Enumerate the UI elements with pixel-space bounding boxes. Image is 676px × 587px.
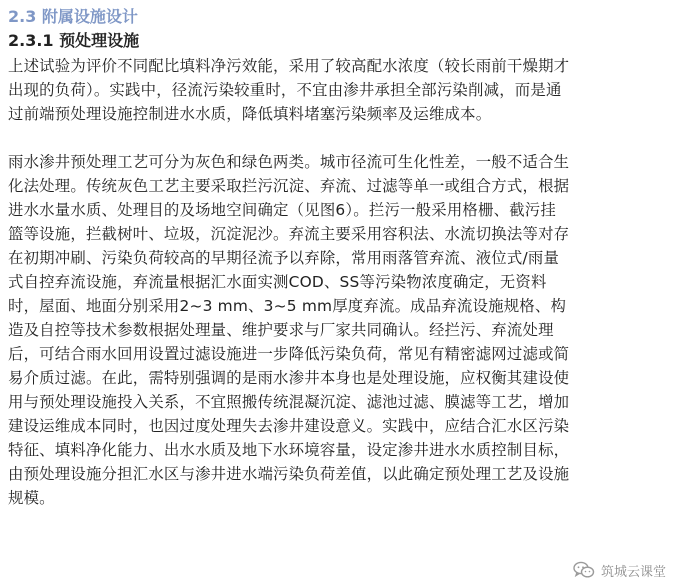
wechat-icon — [573, 561, 595, 579]
text-line: 建设运维成本同时，也因过度处理失去渗井建设意义。实践中，应结合汇水区污染 — [8, 417, 570, 435]
paragraph-2 — [8, 150, 668, 510]
watermark-text: 筑城云课堂 — [600, 564, 666, 580]
text-line: 篮等设施，拦截树叶、垃圾，沉淀泥沙。弃流主要采用容积法、水流切换法等对存 — [8, 225, 570, 243]
text-line: 在初期冲刷、污染负荷较高的早期径流予以弃除，常用雨落管弃流、液位式/雨量 — [8, 249, 560, 267]
text-line: 上述试验为评价不同配比填料净污效能，采用了较高配水浓度（较长雨前干燥期才 — [8, 57, 570, 75]
text-line: 造及自控等技术参数根据处理量、维护要求与厂家共同确认。经拦污、弃流处理 — [8, 321, 554, 339]
text-line: 过前端预处理设施控制进水水质，降低填料堵塞污染频率及运维成本。 — [8, 105, 492, 123]
text-line: 出现的负荷）。实践中，径流污染较重时，不宜由渗井承担全部污染削减，而是通 — [8, 81, 562, 99]
text-line: 易介质过滤。在此，需特别强调的是雨水渗井本身也是处理设施，应权衡其建设使 — [8, 369, 570, 387]
paragraph-spacer — [8, 126, 668, 150]
section-title: 2.3 附属设施设计 — [8, 7, 138, 26]
text-line: 规模。 — [8, 489, 55, 507]
text-line: 雨水渗井预处理工艺可分为灰色和绿色两类。城市径流可生化性差，一般不适合生 — [8, 153, 570, 171]
paragraph-1 — [8, 54, 668, 126]
text-line: 后，可结合雨水回用设置过滤设施进一步降低污染负荷，常见有精密滤网过滤或简 — [8, 345, 570, 363]
text-line: 由预处理设施分担汇水区与渗井进水端污染负荷差值，以此确定预处理工艺及设施 — [8, 465, 570, 483]
subsection-title: 2.3.1 预处理设施 — [8, 31, 140, 50]
text-line: 化法处理。传统灰色工艺主要采取拦污沉淀、弃流、过滤等单一或组合方式，根据 — [8, 177, 570, 195]
watermark — [573, 559, 666, 581]
text-line: 特征、填料净化能力、出水水质及地下水环境容量，设定渗井进水水质控制目标， — [8, 441, 570, 459]
text-line: 进水水量水质、处理目的及场地空间确定（见图6）。拦污一般采用格栅、截污挂 — [8, 201, 556, 219]
text-line: 时，屋面、地面分别采用2~3 mm、3~5 mm厚度弃流。成品弃流设施规格、构 — [8, 297, 567, 315]
text-line: 用与预处理设施投入关系，不宜照搬传统混凝沉淀、滤池过滤、膜滤等工艺，增加 — [8, 393, 570, 411]
text-line: 式自控弃流设施，弃流量根据汇水面实测COD、SS等污染物浓度确定，无资料 — [8, 273, 547, 291]
